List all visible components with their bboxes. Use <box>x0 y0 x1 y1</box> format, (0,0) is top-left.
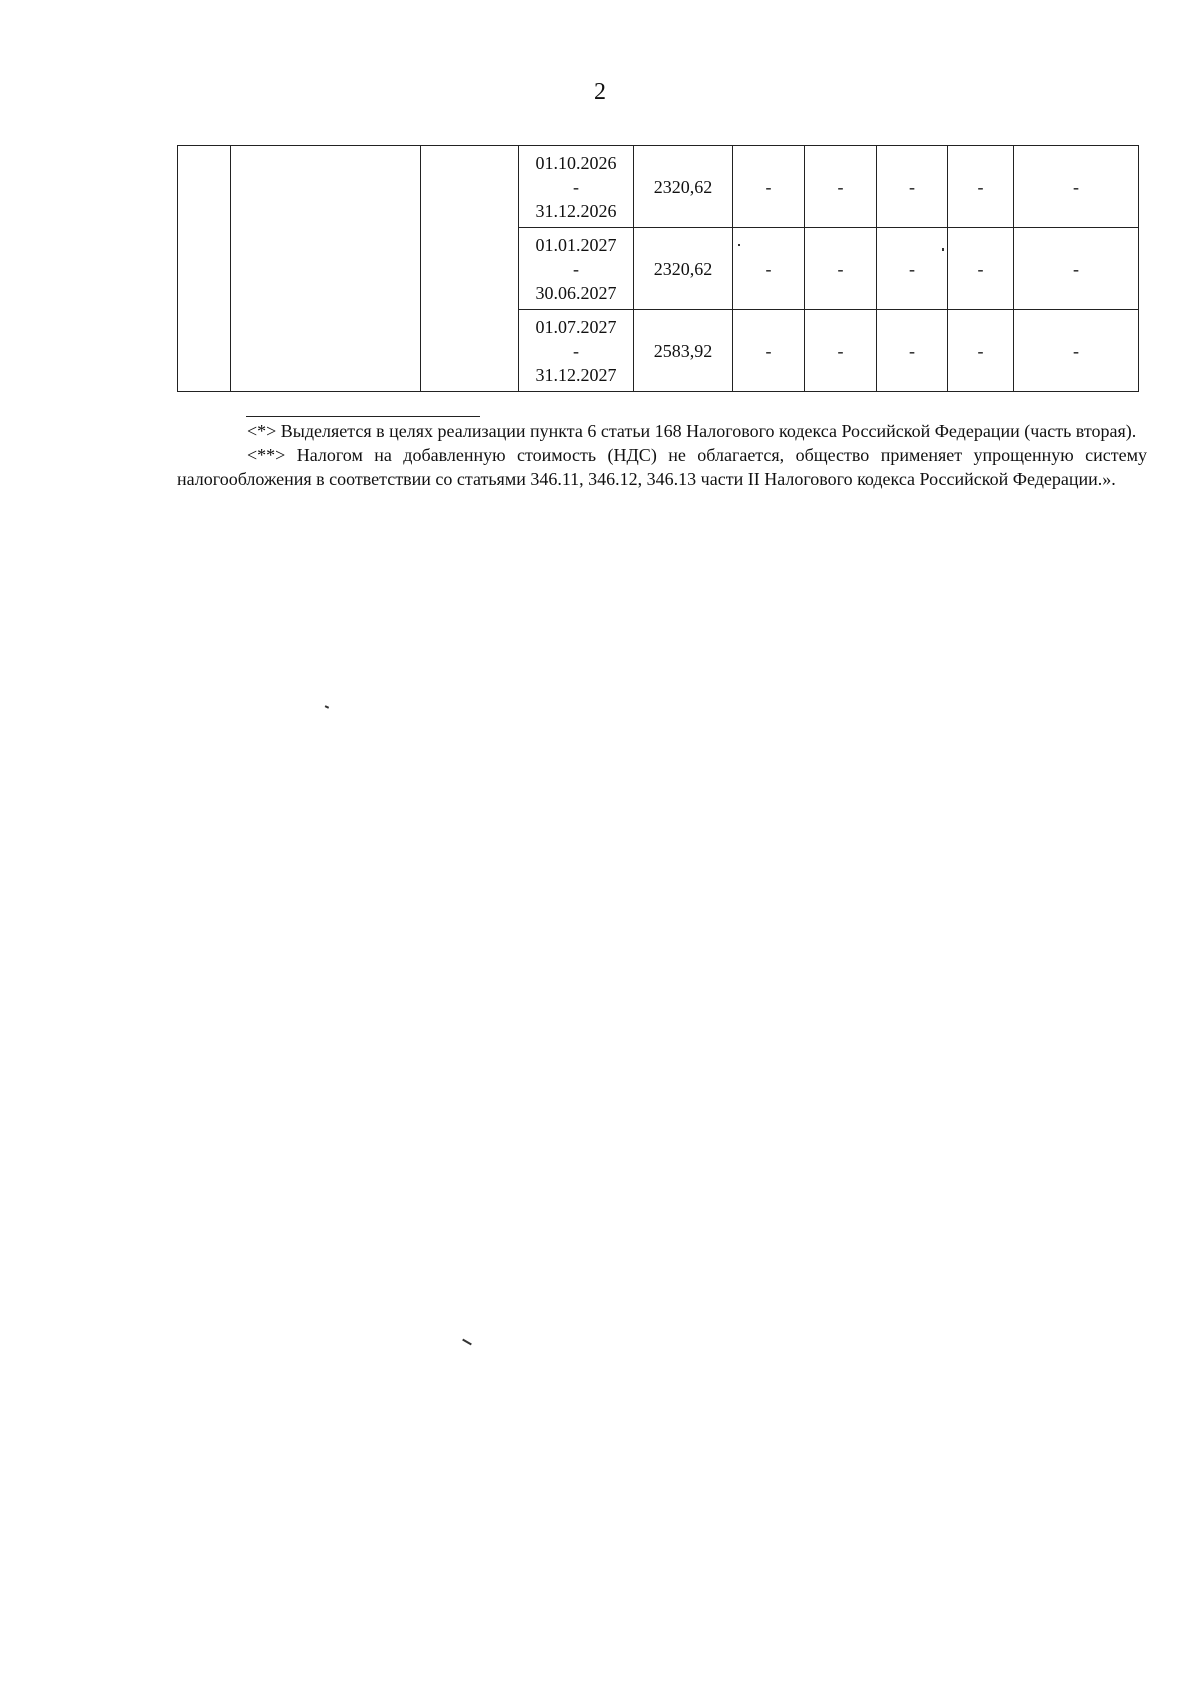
period-start: 01.01.2027 <box>535 234 617 255</box>
tariff-value: 2320,62 <box>634 228 733 310</box>
tariff-value: 2583,92 <box>634 310 733 392</box>
period-end: 31.12.2027 <box>535 364 617 385</box>
dash-cell: - <box>948 228 1014 310</box>
dash-cell: - <box>1014 310 1139 392</box>
tariff-table <box>177 145 1139 392</box>
period-end: 30.06.2027 <box>535 282 617 303</box>
dash-cell: - <box>948 310 1014 392</box>
period-separator: - <box>573 340 579 361</box>
scan-speck <box>325 705 329 708</box>
scan-speck <box>738 244 740 246</box>
dash-cell: - <box>877 146 948 228</box>
merged-cell-name <box>231 146 421 392</box>
dash-cell: - <box>805 146 877 228</box>
page-number: 2 <box>594 79 606 105</box>
footnote-vat: <*> Выделяется в целях реализации пункта 6 статьи 168 Налогового кодекса Российской Федерации (часть вторая). <box>247 421 1137 441</box>
scan-speck <box>462 1339 472 1346</box>
footnote-separator <box>246 416 480 417</box>
period-cell <box>519 146 634 228</box>
footnote-no-vat: <**> Налогом на добавленную стоимость (НДС) не облагается, общество применяет упрощенную систему налогообложения в соответствии со статьями 346.11, 346.12, 346.13 части II Налогового кодекса Российской Федерации.». <box>177 445 1147 489</box>
dash-cell: - <box>733 310 805 392</box>
scan-speck <box>942 248 944 251</box>
dash-cell: - <box>733 146 805 228</box>
dash-cell: - <box>1014 228 1139 310</box>
period-start: 01.07.2027 <box>535 316 617 337</box>
period-start: 01.10.2026 <box>535 152 617 173</box>
dash-cell: - <box>877 310 948 392</box>
tariff-value: 2320,62 <box>634 146 733 228</box>
period-separator: - <box>573 176 579 197</box>
dash-cell: - <box>948 146 1014 228</box>
period-cell <box>519 228 634 310</box>
period-cell <box>519 310 634 392</box>
dash-cell: - <box>1014 146 1139 228</box>
footnotes <box>177 419 1147 491</box>
table-row <box>178 146 1139 228</box>
dash-cell: - <box>805 228 877 310</box>
dash-cell: - <box>877 228 948 310</box>
dash-cell: - <box>733 228 805 310</box>
dash-cell: - <box>805 310 877 392</box>
merged-cell-group <box>421 146 519 392</box>
period-end: 31.12.2026 <box>535 200 617 221</box>
merged-cell-number <box>178 146 231 392</box>
period-separator: - <box>573 258 579 279</box>
